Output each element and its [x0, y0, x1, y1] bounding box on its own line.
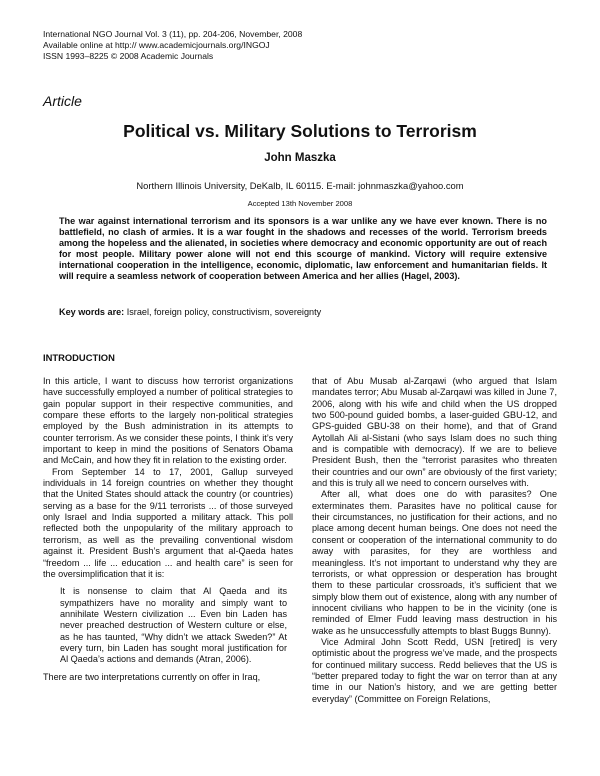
accepted-date: Accepted 13th November 2008 [247, 199, 353, 208]
paragraph: Vice Admiral John Scott Redd, USN [retired] is very optimistic about the progress we’ve made, and the prospects for continued military success. Redd believes that the US is “better prepared today to fight the war on terror than at any time in our Nation’s history, and we are getting better everyday” (Committee on Foreign Relations, [312, 636, 557, 704]
journal-header [43, 29, 302, 63]
author-name: John Maszka [264, 152, 336, 164]
right-column [312, 376, 557, 705]
journal-url: Available online at http:// www.academicjournals.org/INGOJ [43, 40, 270, 51]
journal-issn: ISSN 1993–8225 © 2008 Academic Journals [43, 51, 214, 62]
keywords-text: Israel, foreign policy, constructivism, sovereignty [124, 307, 322, 317]
section-heading-introduction: INTRODUCTION [43, 352, 115, 363]
keywords-label: Key words are: [59, 307, 125, 317]
paragraph: From September 14 to 17, 2001, Gallup surveyed individuals in 14 foreign countries on whether they thought that the United States should attack the country (or countries) serving as a base for the 9/11 terrorists ... of those surveyed only Israel and India supported a military attack. This poll reflected both the unpopularity of the military approach to terrorism, as well as the prevailing conventional wisdom against it. President Bush’s argument that al-Qaeda hates “freedom ... life ... education ... and health care” is seen for the oversimplification that it is: [43, 466, 293, 579]
article-type-label: Article [43, 93, 82, 109]
paragraph: There are two interpretations currently on offer in Iraq, [43, 671, 261, 682]
abstract: The war against international terrorism and its sponsors is a war unlike any we have ever known. There is no battlefield, no clash of armies. It is a war fought in the shadows and recesses of the world. Terrorism breeds among the hopeless and the alienated, in societies where democracy and economic opportunity are out of reach for most people. Military power alone will not end this scourge of mankind. Victory will require extensive international cooperation in the intelligence, economic, diplomatic, law enforcement and humanitarian fields. It will require a seamless network of cooperation between America and her allies (Hagel, 2003). [59, 216, 547, 282]
author-affiliation: Northern Illinois University, DeKalb, IL 60115. E-mail: johnmaszka@yahoo.com [136, 180, 464, 191]
paragraph: that of Abu Musab al-Zarqawi (who argued that Islam mandates terror; Abu Musab al-Zarqawi was killed in June 7, 2006, along with his wife and child when the US dropped two 500-pound guided bombs, a laser-guided GBU-12, and GPS-guided GBU-38 on their home), and that of Grand Aytollah Ali al-Sistani (who says Islam does no such thing and is compatible with democracy). If we are to believe President Bush, then the “terrorist parasites who threaten their countries and our own” are obviously of the first variety; and this is truly all we need to concern ourselves with. [312, 376, 557, 489]
paper-title: Political vs. Military Solutions to Terrorism [123, 121, 477, 141]
keywords [59, 307, 547, 317]
paragraph: After all, what does one do with parasites? One exterminates them. Parasites have no political cause for their circumstances, no justification for their actions, and no place among decent human beings. One does not need the consent or cooperation of the international community to do away with parasites, for they are worthless and meaningless. It’s not important to understand why they are terrorists, or what oppression or desperation has brought them to these particular crossroads, it’s sufficient that we simply blow them out of existence, along with any number of innocent civilians who happen to be in the vicinity (one is reminded of Elmer Fudd leaving mass destruction in his wake as he unsuccessfully attempts to blast Buggs Bunny). [312, 489, 557, 636]
left-column [43, 376, 293, 683]
paragraph: In this article, I want to discuss how terrorist organizations have successfully employed a number of political strategies to gain popular support in their respective communities, and compare these efforts to the largely non-political strategies employed by the Bush administration in its attempts to counter terrorism. As we consider these points, I think it’s very important to keep in mind the positions of Senators Obama and McCain, and how they fit in relation to the existing order. [43, 376, 293, 466]
block-quote: It is nonsense to claim that Al Qaeda and its sympathizers have no morality and simply want to annihilate Western civilization ... Even bin Laden has never preached destruction of Western culture or else, as he has taunted, “Why didn’t we attack Sweden?” At every turn, bin Laden has sought moral justification for Al Qaeda’s actions and demands (Atran, 2006). [60, 586, 287, 665]
journal-citation: International NGO Journal Vol. 3 (11), pp. 204-206, November, 2008 [43, 29, 303, 39]
